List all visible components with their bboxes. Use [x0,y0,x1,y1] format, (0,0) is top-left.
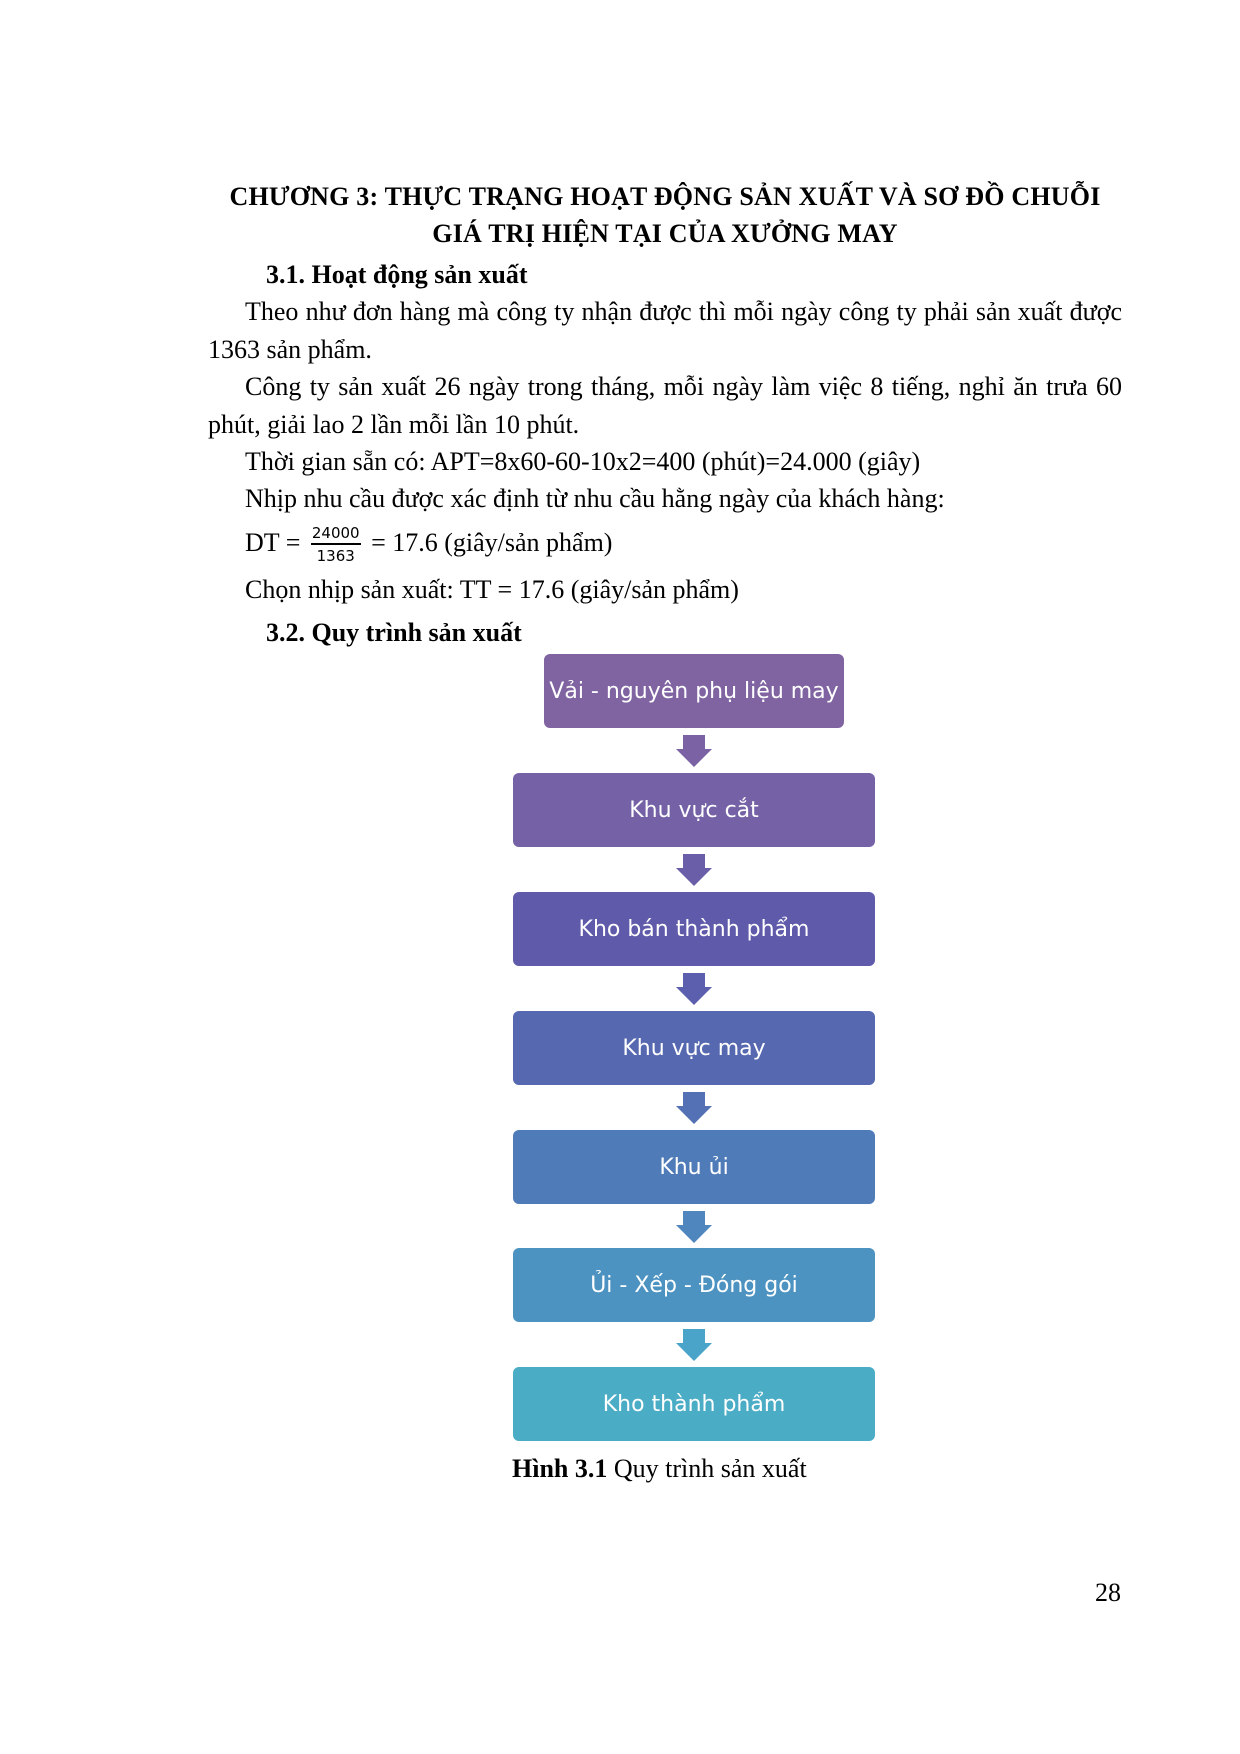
dt-formula [245,524,612,565]
flow-step-label: Khu vực cắt [629,797,759,823]
flow-step-label: Khu vực may [622,1035,766,1061]
section-heading-3-1: 3.1. Hoạt động sản xuất [266,260,528,289]
dt-label: DT = [245,528,301,557]
flow-step-label: Kho bán thành phẩm [578,916,810,942]
down-arrow-icon [676,854,712,886]
down-arrow-icon [676,735,712,767]
available-time-line: Thời gian sẵn có: APT=8x60-60-10x2=400 (phút)=24.000 (giây) [245,447,921,476]
dt-numerator: 24000 [311,525,361,545]
flow-step-label: Vải - nguyên phụ liệu may [549,678,839,704]
flow-step-materials [544,654,844,728]
demand-intro-line: Nhịp nhu cầu được xác định từ nhu cầu hằng ngày của khách hàng: [245,484,945,513]
figure-label: Hình 3.1 [512,1454,608,1483]
page-number: 28 [1095,1578,1121,1607]
chapter-title-line2: GIÁ TRỊ HIỆN TẠI CỦA XƯỞNG MAY [432,219,898,248]
chapter-title-line1: CHƯƠNG 3: THỰC TRẠNG HOẠT ĐỘNG SẢN XUẤT VÀ SƠ ĐỒ CHUỖI [229,182,1101,211]
paragraph-orders: Theo như đơn hàng mà công ty nhận được thì mỗi ngày công ty phải sản xuất được 1363 sản phẩm. [208,297,1122,364]
dt-denominator: 1363 [316,547,355,566]
flow-step-sewing [513,1011,875,1085]
down-arrow-icon [676,1329,712,1361]
dt-result: = 17.6 (giây/sản phẩm) [371,528,613,557]
flow-step-semi-finished-storage [513,892,875,966]
flow-step-label: Khu ủi [659,1154,729,1180]
figure-caption-text: Quy trình sản xuất [607,1454,807,1483]
down-arrow-icon [676,1092,712,1124]
flow-step-iron-fold-pack [513,1248,875,1322]
figure-caption [512,1453,807,1485]
down-arrow-icon [676,973,712,1005]
section-heading-3-2: 3.2. Quy trình sản xuất [266,618,522,647]
flow-step-label: Ủi - Xếp - Đóng gói [590,1272,798,1298]
flow-step-label: Kho thành phẩm [602,1391,786,1417]
flow-step-finished-goods-storage [513,1367,875,1441]
flow-step-ironing [513,1130,875,1204]
chapter-title [208,178,1122,252]
paragraph-schedule: Công ty sản xuất 26 ngày trong tháng, mỗi ngày làm việc 8 tiếng, nghỉ ăn trưa 60 phút, giải lao 2 lần mỗi lần 10 phút. [208,372,1122,439]
flow-step-cutting [513,773,875,847]
down-arrow-icon [676,1211,712,1243]
takt-time-line: Chọn nhịp sản xuất: TT = 17.6 (giây/sản phẩm) [245,575,739,604]
dt-fraction [311,525,361,565]
